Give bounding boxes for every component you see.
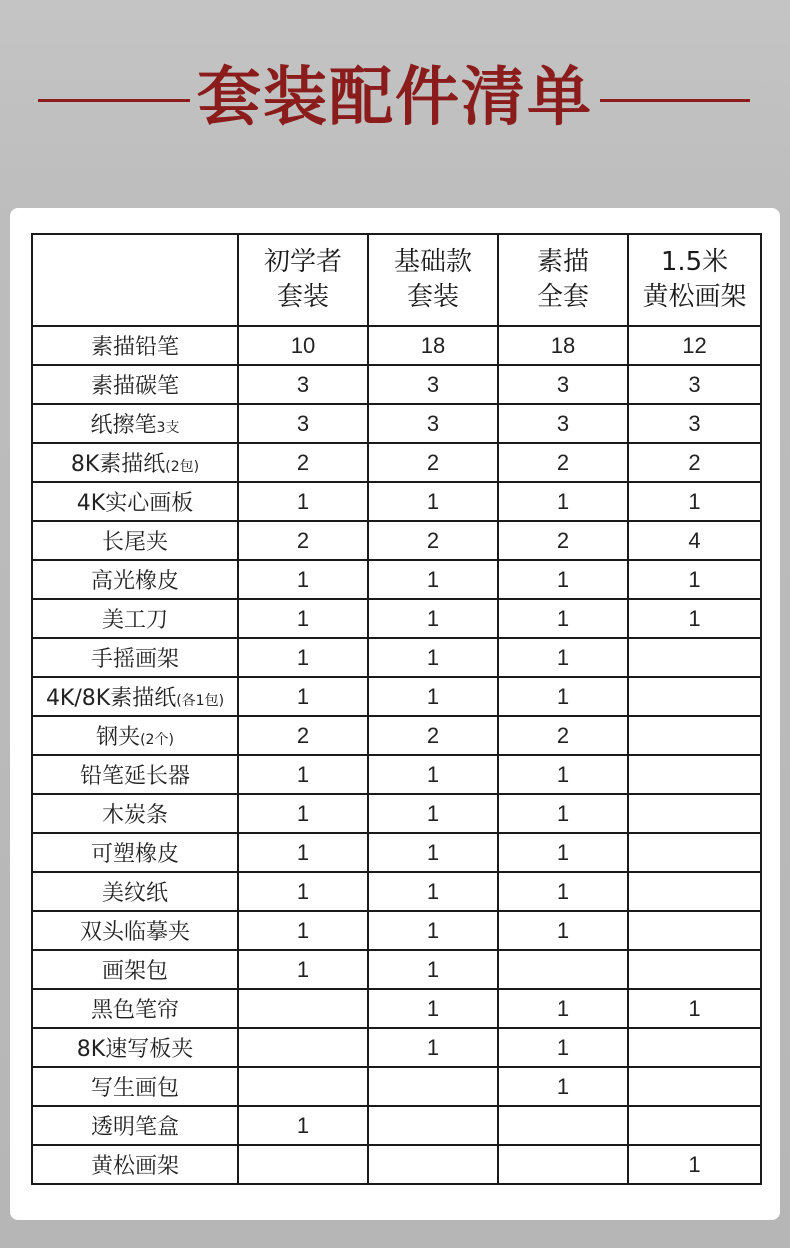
quantity-cell: 3 xyxy=(628,365,761,404)
table-row xyxy=(32,326,761,365)
quantity-cell: 1 xyxy=(238,599,368,638)
quantity-cell: 1 xyxy=(368,482,498,521)
quantity-cell xyxy=(628,794,761,833)
item-name: 8K素描纸 xyxy=(70,452,166,477)
quantity-cell: 1 xyxy=(498,872,628,911)
item-name: 素描铅笔 xyxy=(90,335,179,360)
quantity-cell: 1 xyxy=(238,833,368,872)
quantity-cell: 1 xyxy=(498,833,628,872)
table-row xyxy=(32,1106,761,1145)
quantity-cell: 2 xyxy=(498,443,628,482)
quantity-cell: 1 xyxy=(498,677,628,716)
quantity-cell: 2 xyxy=(628,443,761,482)
quantity-cell: 1 xyxy=(628,560,761,599)
item-name-cell xyxy=(32,677,238,716)
table-row xyxy=(32,638,761,677)
title-bar xyxy=(0,55,790,145)
item-name-cell xyxy=(32,872,238,911)
quantity-cell: 1 xyxy=(498,482,628,521)
item-name: 美纹纸 xyxy=(101,881,168,906)
quantity-cell: 1 xyxy=(238,1106,368,1145)
item-name: 钢夹 xyxy=(96,725,141,750)
quantity-cell: 1 xyxy=(498,989,628,1028)
page-title: 套装配件清单 xyxy=(197,61,593,135)
item-note: (2包) xyxy=(165,459,200,475)
column-header: 1.5米 黄松画架 xyxy=(628,234,761,326)
item-name-cell xyxy=(32,755,238,794)
table-row xyxy=(32,911,761,950)
quantity-cell: 1 xyxy=(368,911,498,950)
quantity-cell xyxy=(628,911,761,950)
quantity-cell: 2 xyxy=(368,521,498,560)
item-name: 黄松画架 xyxy=(90,1154,179,1179)
item-name-cell xyxy=(32,365,238,404)
quantity-cell: 1 xyxy=(498,911,628,950)
table-row xyxy=(32,872,761,911)
column-header: 初学者 套装 xyxy=(238,234,368,326)
quantity-cell: 3 xyxy=(498,404,628,443)
quantity-cell: 1 xyxy=(628,482,761,521)
item-name: 黑色笔帘 xyxy=(90,998,179,1023)
item-name-cell xyxy=(32,560,238,599)
quantity-cell: 3 xyxy=(368,404,498,443)
quantity-cell xyxy=(368,1145,498,1184)
quantity-cell: 1 xyxy=(368,560,498,599)
item-name: 4K/8K素描纸 xyxy=(45,686,177,711)
header-corner xyxy=(32,234,238,326)
item-name-cell xyxy=(32,989,238,1028)
item-name: 高光橡皮 xyxy=(90,569,179,594)
quantity-cell: 1 xyxy=(628,599,761,638)
quantity-cell: 1 xyxy=(238,560,368,599)
quantity-cell: 3 xyxy=(628,404,761,443)
item-name-cell xyxy=(32,716,238,755)
quantity-cell: 1 xyxy=(238,950,368,989)
quantity-cell: 1 xyxy=(368,755,498,794)
table-row xyxy=(32,560,761,599)
item-name: 手摇画架 xyxy=(90,647,179,672)
table-row xyxy=(32,443,761,482)
column-header: 基础款 套装 xyxy=(368,234,498,326)
title-divider-left xyxy=(38,99,190,102)
table-row xyxy=(32,404,761,443)
accessories-table xyxy=(31,233,762,1185)
table-row xyxy=(32,482,761,521)
quantity-cell xyxy=(238,1145,368,1184)
item-name: 美工刀 xyxy=(101,608,168,633)
quantity-cell: 2 xyxy=(498,521,628,560)
table-row xyxy=(32,677,761,716)
quantity-cell: 1 xyxy=(368,1028,498,1067)
item-name-cell xyxy=(32,443,238,482)
quantity-cell: 1 xyxy=(628,989,761,1028)
quantity-cell xyxy=(628,677,761,716)
quantity-cell: 12 xyxy=(628,326,761,365)
quantity-cell: 1 xyxy=(238,911,368,950)
title-divider-right xyxy=(600,99,750,102)
item-name: 画架包 xyxy=(101,959,168,984)
item-name-cell xyxy=(32,521,238,560)
item-note: (各1包) xyxy=(176,693,225,709)
quantity-cell xyxy=(368,1067,498,1106)
table-row xyxy=(32,794,761,833)
quantity-cell: 3 xyxy=(368,365,498,404)
table-row xyxy=(32,950,761,989)
quantity-cell: 1 xyxy=(498,755,628,794)
item-name-cell xyxy=(32,482,238,521)
quantity-cell: 3 xyxy=(498,365,628,404)
item-name-cell xyxy=(32,1028,238,1067)
quantity-cell: 2 xyxy=(498,716,628,755)
item-name: 写生画包 xyxy=(90,1076,179,1101)
quantity-cell xyxy=(498,1145,628,1184)
quantity-cell: 10 xyxy=(238,326,368,365)
item-name-cell xyxy=(32,1145,238,1184)
quantity-cell: 18 xyxy=(368,326,498,365)
item-name: 素描碳笔 xyxy=(90,374,179,399)
quantity-cell: 1 xyxy=(238,677,368,716)
item-name-cell xyxy=(32,1106,238,1145)
quantity-cell: 1 xyxy=(368,872,498,911)
quantity-cell: 1 xyxy=(368,638,498,677)
item-name-cell xyxy=(32,833,238,872)
quantity-cell xyxy=(628,1106,761,1145)
quantity-cell: 2 xyxy=(238,716,368,755)
item-note: 3支 xyxy=(156,420,180,436)
table-row xyxy=(32,1145,761,1184)
quantity-cell: 1 xyxy=(368,599,498,638)
quantity-cell xyxy=(628,950,761,989)
quantity-cell: 1 xyxy=(498,1028,628,1067)
quantity-cell: 18 xyxy=(498,326,628,365)
quantity-cell xyxy=(238,1067,368,1106)
quantity-cell: 1 xyxy=(368,833,498,872)
quantity-cell: 4 xyxy=(628,521,761,560)
quantity-cell xyxy=(628,833,761,872)
table-row xyxy=(32,1067,761,1106)
quantity-cell: 1 xyxy=(498,599,628,638)
quantity-cell xyxy=(628,716,761,755)
quantity-cell xyxy=(498,950,628,989)
quantity-cell xyxy=(368,1106,498,1145)
table-row xyxy=(32,365,761,404)
table-row xyxy=(32,599,761,638)
item-name-cell xyxy=(32,404,238,443)
quantity-cell: 2 xyxy=(238,443,368,482)
table-row xyxy=(32,1028,761,1067)
quantity-cell: 3 xyxy=(238,365,368,404)
quantity-cell: 2 xyxy=(368,716,498,755)
quantity-cell: 1 xyxy=(498,1067,628,1106)
item-name: 木炭条 xyxy=(101,803,168,828)
item-name-cell xyxy=(32,638,238,677)
quantity-cell: 1 xyxy=(238,482,368,521)
table-row xyxy=(32,521,761,560)
item-name: 纸擦笔 xyxy=(90,413,157,438)
quantity-cell: 2 xyxy=(368,443,498,482)
quantity-cell xyxy=(628,638,761,677)
quantity-cell: 1 xyxy=(238,794,368,833)
item-name: 透明笔盒 xyxy=(90,1115,179,1140)
table-row xyxy=(32,755,761,794)
item-name-cell xyxy=(32,326,238,365)
item-name: 铅笔延长器 xyxy=(79,764,190,789)
quantity-cell xyxy=(628,1067,761,1106)
quantity-cell: 1 xyxy=(238,755,368,794)
quantity-cell: 3 xyxy=(238,404,368,443)
quantity-cell xyxy=(498,1106,628,1145)
quantity-cell xyxy=(238,1028,368,1067)
quantity-cell: 1 xyxy=(368,677,498,716)
item-name: 4K实心画板 xyxy=(76,491,194,516)
quantity-cell xyxy=(238,989,368,1028)
quantity-cell: 1 xyxy=(238,638,368,677)
header-row xyxy=(32,234,761,326)
quantity-cell: 2 xyxy=(238,521,368,560)
item-name: 8K速写板夹 xyxy=(76,1037,194,1062)
quantity-cell xyxy=(628,872,761,911)
quantity-cell: 1 xyxy=(498,794,628,833)
quantity-cell: 1 xyxy=(628,1145,761,1184)
quantity-cell: 1 xyxy=(368,950,498,989)
item-name-cell xyxy=(32,794,238,833)
quantity-cell: 1 xyxy=(238,872,368,911)
item-name: 长尾夹 xyxy=(101,530,168,555)
quantity-cell xyxy=(628,755,761,794)
quantity-cell xyxy=(628,1028,761,1067)
table-row xyxy=(32,716,761,755)
quantity-cell: 1 xyxy=(368,989,498,1028)
item-name-cell xyxy=(32,911,238,950)
item-name-cell xyxy=(32,1067,238,1106)
item-name: 可塑橡皮 xyxy=(90,842,179,867)
item-name-cell xyxy=(32,599,238,638)
table-row xyxy=(32,989,761,1028)
item-name: 双头临摹夹 xyxy=(79,920,190,945)
column-header: 素描 全套 xyxy=(498,234,628,326)
quantity-cell: 1 xyxy=(498,560,628,599)
quantity-cell: 1 xyxy=(498,638,628,677)
quantity-cell: 1 xyxy=(368,794,498,833)
table-row xyxy=(32,833,761,872)
item-note: (2个) xyxy=(140,732,174,748)
item-name-cell xyxy=(32,950,238,989)
